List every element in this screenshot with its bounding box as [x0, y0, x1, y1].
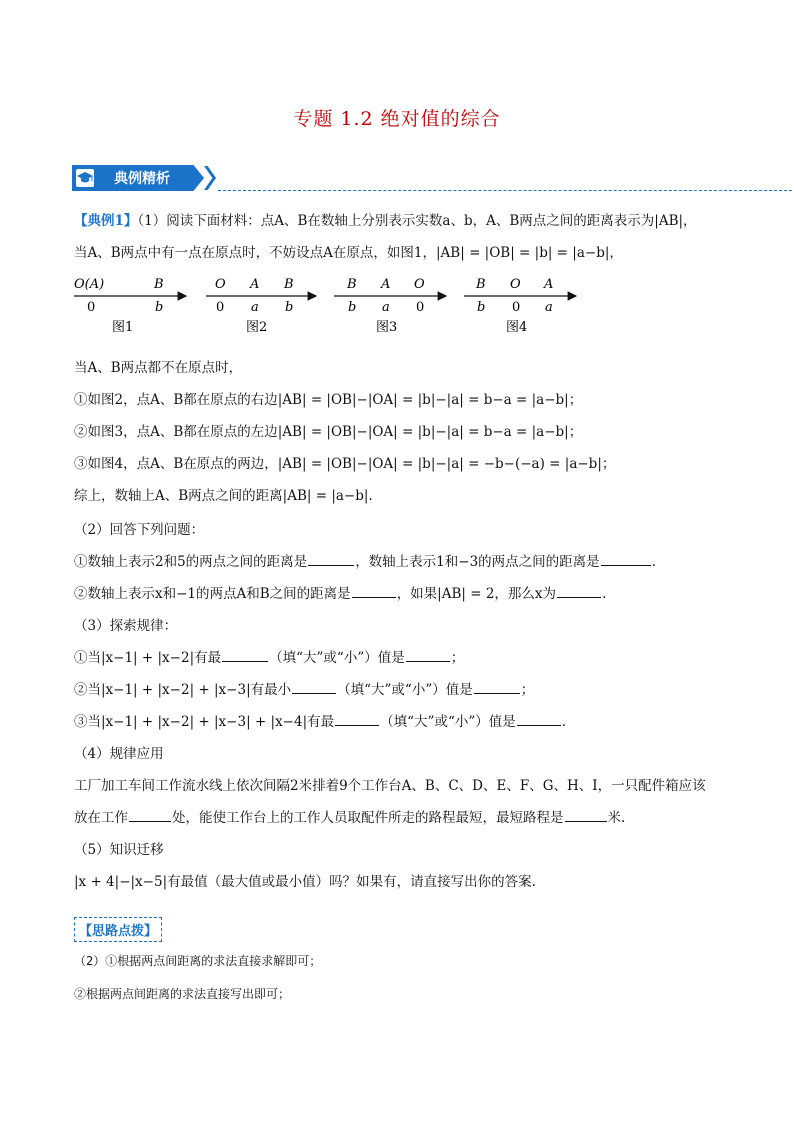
- svg-text:A: A: [381, 277, 391, 292]
- svg-text:A: A: [250, 277, 260, 292]
- figure-1: [74, 277, 186, 335]
- svg-text:a: a: [251, 300, 259, 315]
- figure-2-caption: 图2: [246, 320, 268, 335]
- page-title: 专题 1.2 绝对值的综合: [293, 108, 501, 130]
- banner-divider: [218, 190, 792, 191]
- answer-blank[interactable]: [474, 680, 520, 694]
- hint-label: 【思路点拨】: [74, 917, 162, 942]
- question-4-line1: 工厂加工车间工作流水线上依次间隔2米排着9个工作台A、B、C、D、E、F、G、H、I，一只配件箱应该: [74, 778, 706, 794]
- figure-1-caption: 图1: [112, 320, 134, 335]
- svg-text:B: B: [154, 277, 164, 292]
- figure-2: [206, 277, 316, 335]
- question-3-2: ②当|x−1| + |x−2| + |x−3|有最小 （填“大”或“小”）值是 ；: [74, 682, 535, 698]
- question-3-3: ③当|x−1| + |x−2| + |x−3| + |x−4|有最 （填“大”或“小”）值是 .: [74, 714, 567, 730]
- svg-text:b: b: [477, 300, 486, 315]
- answer-blank[interactable]: [129, 808, 171, 822]
- question-4-line2: 放在工作 处，能使工作台上的工作人员取配件所走的路程最短，最短路程是 米.: [74, 810, 626, 826]
- example-intro-line1: 【典例1】（1）阅读下面材料：点A、B在数轴上分别表示实数a、b，A、B两点之间的距离表示为|AB|，: [74, 213, 697, 229]
- question-3-1: ①当|x−1| + |x−2|有最 （填“大”或“小”）值是 ；: [74, 650, 465, 666]
- text-line: 综上，数轴上A、B两点之间的距离|AB| = |a−b|.: [74, 488, 373, 504]
- number-line-figures: [70, 274, 590, 344]
- question-2-2: ②数轴上表示x和−1的两点A和B之间的距离是 ，如果|AB| = 2，那么x为 .: [74, 586, 607, 602]
- svg-text:O(A): O(A): [74, 277, 105, 292]
- figure-4: [464, 277, 576, 335]
- svg-text:O: O: [510, 277, 521, 292]
- answer-blank[interactable]: [406, 648, 450, 662]
- text-line: ②如图3，点A、B都在原点的左边|AB| = |OB|−|OA| = |b|−|a| = b−a = |a−b|；: [74, 424, 583, 440]
- answer-blank[interactable]: [335, 712, 379, 726]
- banner-label: 典例精析: [114, 171, 170, 187]
- svg-text:b: b: [285, 300, 294, 315]
- svg-text:B: B: [476, 277, 486, 292]
- figure-3-caption: 图3: [376, 320, 398, 335]
- svg-text:B: B: [284, 277, 294, 292]
- answer-blank[interactable]: [222, 648, 268, 662]
- svg-text:b: b: [348, 300, 357, 315]
- example-tag: 【典例1】: [74, 213, 138, 229]
- text-line: 当A、B两点都不在原点时，: [74, 360, 243, 376]
- figure-3: [334, 277, 446, 335]
- svg-text:O: O: [215, 277, 226, 292]
- svg-text:0: 0: [416, 300, 425, 315]
- answer-blank[interactable]: [565, 808, 607, 822]
- question-5-line1: |x + 4|−|x−5|有最值（最大值或最小值）吗？如果有，请直接写出你的答案.: [74, 874, 536, 890]
- answer-blank[interactable]: [292, 680, 336, 694]
- answer-blank[interactable]: [601, 552, 651, 566]
- answer-blank[interactable]: [352, 584, 396, 598]
- question-2-1: ①数轴上表示2和5的两点之间的距离是 ，数轴上表示1和−3的两点之间的距离是 .: [74, 554, 656, 570]
- example-intro-line2: 当A、B两点中有一点在原点时，不妨设点A在原点，如图1，|AB| = |OB| = |b| = |a−b|，: [74, 245, 623, 261]
- svg-text:B: B: [347, 277, 357, 292]
- svg-text:0: 0: [216, 300, 225, 315]
- figure-4-caption: 图4: [506, 320, 528, 335]
- hint-line: ②根据两点间距离的求法直接写出即可；: [74, 987, 291, 1001]
- question-3-heading: （3）探索规律：: [74, 618, 178, 634]
- text-line: ③如图4，点A、B在原点的两边，|AB| = |OB|−|OA| = |b|−|a| = −b−(−a) = |a−b|；: [74, 456, 616, 472]
- svg-text:O: O: [414, 277, 425, 292]
- hint-line: （2）①根据两点间距离的求法直接求解即可；: [74, 954, 322, 968]
- svg-text:a: a: [545, 300, 553, 315]
- question-5-heading: （5）知识迁移: [74, 842, 164, 858]
- answer-blank[interactable]: [517, 712, 561, 726]
- svg-text:A: A: [544, 277, 554, 292]
- question-4-heading: （4）规律应用: [74, 746, 164, 762]
- question-2-heading: （2）回答下列问题：: [74, 522, 205, 538]
- svg-text:0: 0: [87, 300, 96, 315]
- answer-blank[interactable]: [557, 584, 601, 598]
- graduation-cap-icon: [76, 169, 94, 187]
- svg-text:b: b: [155, 300, 164, 315]
- text-line: ①如图2，点A、B都在原点的右边|AB| = |OB|−|OA| = |b|−|a| = b−a = |a−b|；: [74, 392, 583, 408]
- section-banner: [72, 165, 722, 193]
- svg-text:0: 0: [512, 300, 521, 315]
- svg-text:a: a: [382, 300, 390, 315]
- answer-blank[interactable]: [308, 552, 354, 566]
